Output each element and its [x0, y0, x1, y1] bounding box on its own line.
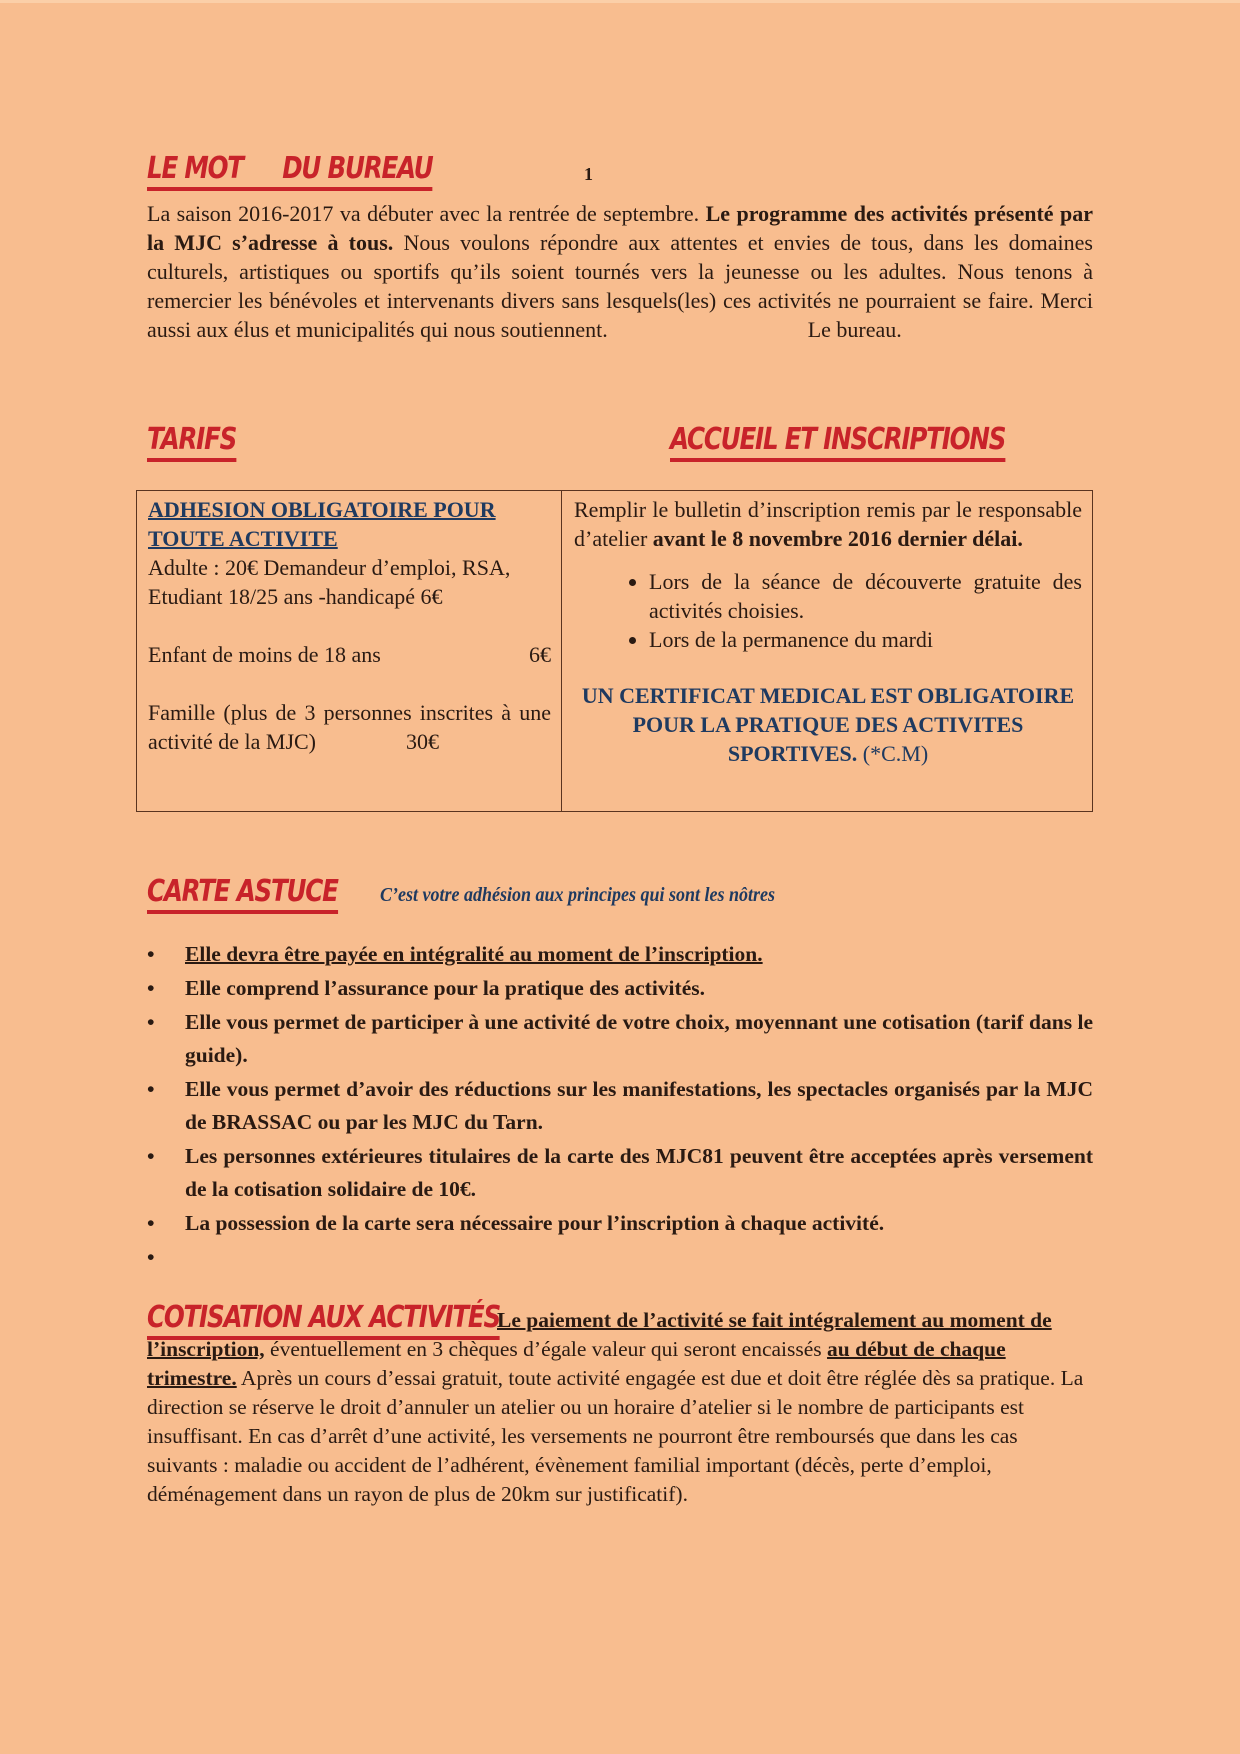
carte-item-text	[185, 1245, 190, 1269]
heading-accueil-inscriptions: ACCUEIL ET INSCRIPTIONS	[670, 425, 1005, 462]
certificat-text: UN CERTIFICAT MEDICAL EST OBLIGATOIRE POUR LA PRATIQUE DES ACTIVITES SPORTIVES.	[581, 683, 1075, 766]
carte-list-item-empty	[147, 1241, 1093, 1274]
carte-item-text: Elle vous permet d’avoir des réductions sur les manifestations, les spectacles organisés par la MJC de BRASSAC ou par les MJC du Tarn.	[185, 1077, 1093, 1134]
adulte-tarif: Adulte : 20€ Demandeur d’emploi, RSA, Etudiant 18/25 ans -handicapé 6€	[148, 555, 511, 609]
heading-cotisation: COTISATION AUX ACTIVITÉS	[147, 1303, 500, 1340]
bullet-icon: •	[147, 1245, 155, 1269]
carte-list-item	[147, 972, 1093, 1005]
accueil-intro-text: Remplir le bulletin d’inscription remis par le responsable d’atelier	[574, 497, 1082, 551]
adhesion-title: ADHESION OBLIGATOIRE POUR TOUTE ACTIVITE	[148, 497, 496, 551]
heading-tarifs: TARIFS	[147, 425, 236, 462]
famille-label: Famille (plus de 3 personnes inscrites à une activité de la MJC)	[148, 700, 551, 754]
cotisation-bold-text: au début de chaque trimestre.	[147, 1337, 1006, 1390]
carte-list-item	[147, 1207, 1093, 1240]
carte-list-item	[147, 1073, 1093, 1139]
carte-list-item	[147, 938, 1093, 971]
famille-tarif	[148, 698, 551, 756]
intro-text: La saison 2016-2017 va débuter avec la rentrée de septembre.	[147, 201, 706, 226]
accueil-cell	[562, 491, 1092, 811]
cotisation-paragraph	[147, 1306, 1093, 1509]
carte-item-text: Elle vous permet de participer à une activité de votre choix, moyennant une cotisation (tarif dans le guide).	[185, 1010, 1093, 1067]
bullet-icon: •	[147, 942, 155, 966]
enfant-label: Enfant de moins de 18 ans	[148, 642, 381, 667]
accueil-list-item: • Lors de la séance de découverte gratuite des activités choisies.	[649, 567, 1082, 625]
heading-part: LE MOT	[147, 151, 243, 186]
heading-part: DU BUREAU	[282, 151, 433, 186]
tarifs-cell	[137, 491, 562, 811]
carte-astuce-list	[147, 938, 1093, 1275]
bullet-icon: •	[147, 1211, 155, 1235]
accueil-deadline: avant le 8 novembre 2016 dernier délai.	[652, 526, 1023, 551]
accueil-list-item: • Lors de la permanence du mardi	[649, 625, 1082, 654]
bullet-icon: •	[147, 1010, 155, 1034]
bullet-icon: •	[147, 1144, 155, 1168]
heading-carte-astuce: CARTE ASTUCE	[147, 877, 338, 914]
bullet-icon: •	[147, 1077, 155, 1101]
intro-text: Nous voulons répondre aux attentes et envies de tous, dans les domaines culturels, artistiques ou sportifs qu’ils soient tournés vers la jeunesse ou les adultes. Nous tenons à remercier les bénévoles et intervenants divers sans lesquels(les) ces activités ne pourraient se faire. Merci aussi aux élus et municipalités qui nous soutiennent.	[147, 230, 1093, 342]
carte-item-text: Les personnes extérieures titulaires de la carte des MJC81 peuvent être acceptées après versement de la cotisation solidaire de 10€.	[185, 1144, 1093, 1201]
page-top-edge	[0, 0, 1240, 3]
accueil-intro	[574, 495, 1082, 553]
enfant-price: 6€	[529, 642, 551, 667]
carte-item-text: La possession de la carte sera nécessaire pour l’inscription à chaque activité.	[185, 1211, 885, 1235]
famille-price: 30€	[406, 729, 440, 754]
page-number: 1	[584, 164, 593, 184]
tarifs-accueil-table	[136, 490, 1093, 812]
intro-paragraph	[147, 199, 1093, 344]
cotisation-text: éventuellement en 3 chèques d’égale valeur qui seront encaissés	[264, 1337, 828, 1361]
carte-astuce-subtitle: C’est votre adhésion aux principes qui sont les nôtres	[380, 884, 776, 906]
carte-item-text: Elle comprend l’assurance pour la pratique des activités.	[185, 976, 705, 1000]
certificat-medical-notice	[574, 681, 1082, 768]
accueil-list	[574, 567, 1082, 654]
heading-mot-du-bureau	[147, 151, 433, 191]
carte-list-item	[147, 1006, 1093, 1072]
certificat-note: (*C.M)	[857, 741, 929, 766]
intro-bold-text: Le programme des activités présenté par la MJC s’adresse à tous.	[147, 201, 1093, 255]
enfant-tarif-row	[148, 640, 551, 669]
cotisation-text: Après un cours d’essai gratuit, toute activité engagée est due et doit être réglée dès sa pratique. La direction se réserve le droit d’annuler un atelier ou un horaire d’atelier si le nombre de participants est insuffisant. En cas d’arrêt d’une activité, les versements ne pourront être remboursés que dans les cas suivants : maladie ou accident de l’adhérent, évènement familial important (décès, perte d’emploi, déménagement dans un rayon de plus de 20km sur justificatif).	[147, 1366, 1084, 1506]
carte-list-item	[147, 1140, 1093, 1206]
carte-item-text: Elle devra être payée en intégralité au moment de l’inscription.	[185, 942, 763, 966]
cotisation-bold-text: Le paiement de l’activité se fait intégralement au moment de l’inscription,	[147, 1308, 1052, 1361]
signature: Le bureau.	[807, 317, 902, 342]
bullet-icon: •	[147, 976, 155, 1000]
